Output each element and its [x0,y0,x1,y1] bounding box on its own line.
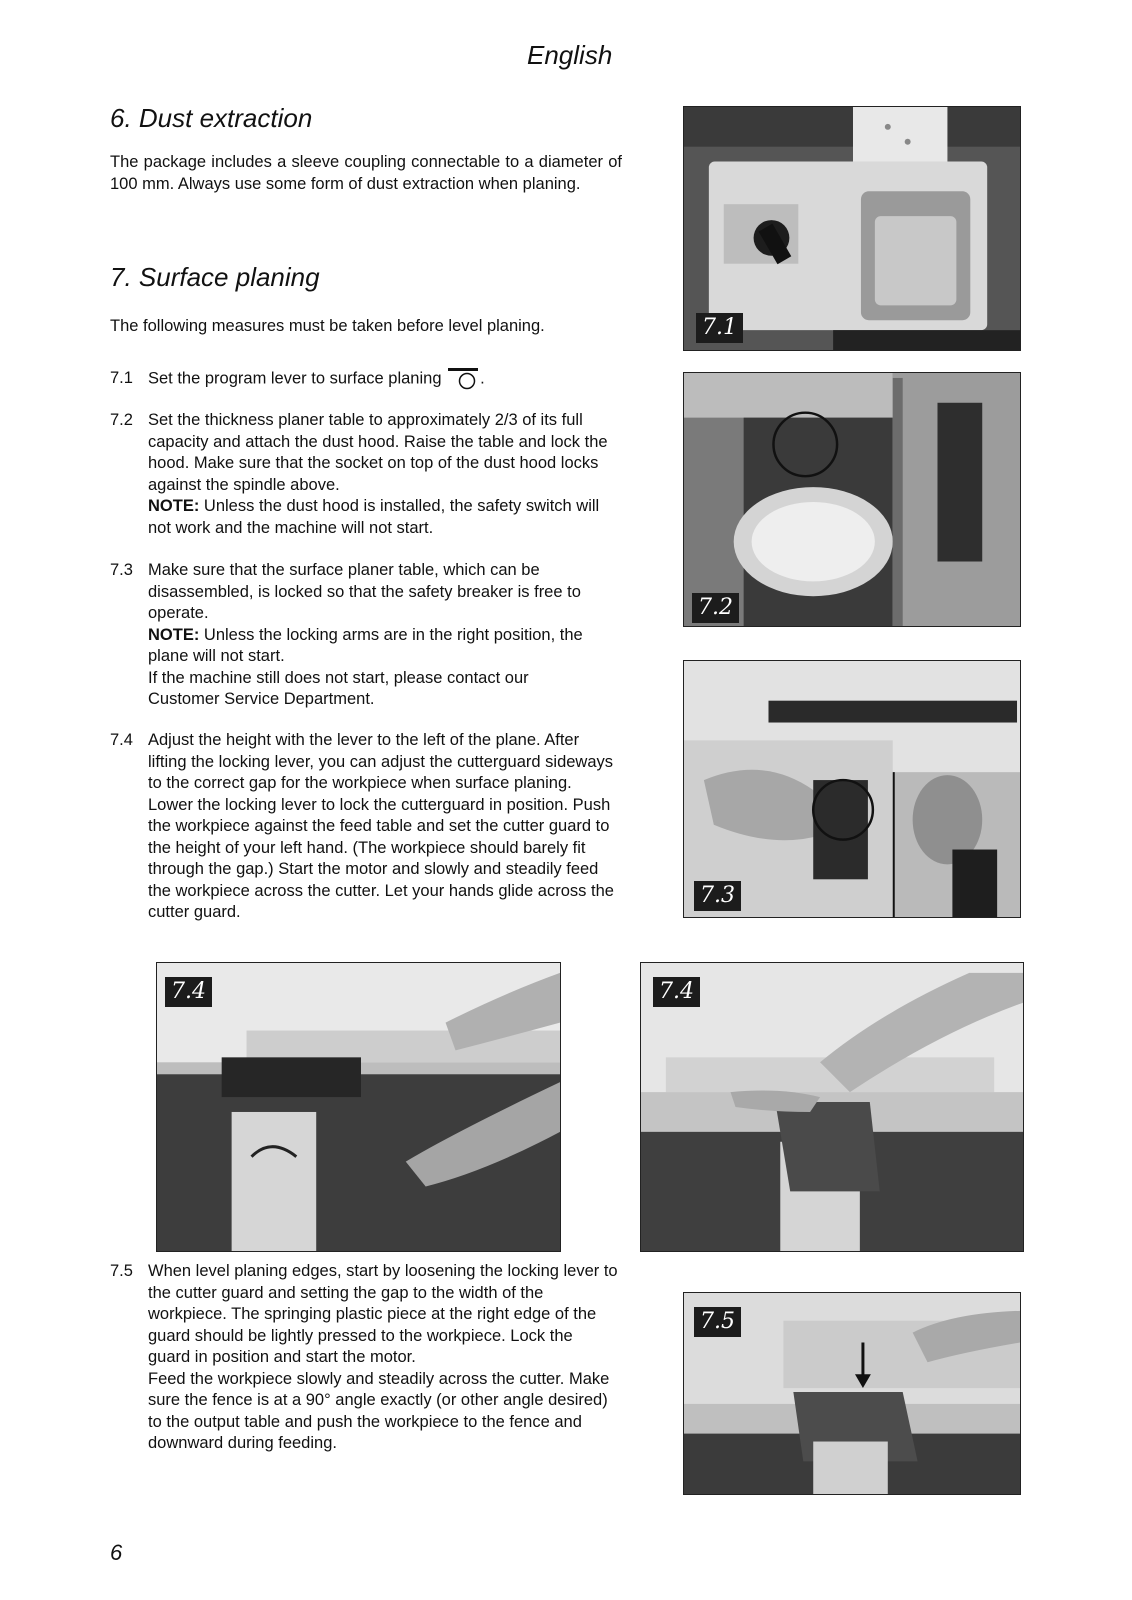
figure-7-4-feed-workpiece-left [156,962,561,1252]
step-7-1 [110,368,625,390]
figure-label: 7.4 [653,977,700,1007]
step-text: Set the thickness planer table to approximately 2/3 of its full capacity and attach the dust hood. Raise the table and lock the hood. Make sure that the socket on top of the dust hood locks against the spindle above. [148,411,608,494]
figure-7-2-dust-hood [683,372,1021,627]
note-text: Unless the locking arms are in the right position, the plane will not start. [148,625,583,665]
note-label: NOTE: [148,497,200,515]
step-text: When level planing edges, start by loosening the locking lever to the cutter guard and setting the gap to the width of the workpiece. The springing plastic piece at the right edge of the guard should be lightly pressed to the workpiece. Lock the guard in position and start the motor. [148,1262,618,1366]
note-text: Unless the dust hood is installed, the safety switch will not work and the machine will not start. [148,497,600,537]
figure-7-5-edge-planing [683,1292,1021,1495]
step-text: Make sure that the surface planer table, which can be disassembled, is locked so that the safety breaker is free to operate. [148,561,581,622]
step-number: 7.5 [110,1262,133,1280]
figure-label: 7.3 [694,881,741,911]
step-text: Adjust the height with the lever to the left of the plane. After lifting the locking lever, you can adjust the cutterguard sideways to the correct gap for the workpiece when surface planing. Lower the locking lever to lock the cutterguard in position. Push the workpiece against the feed table and set the cutter guard to the height of your left hand. (The workpiece should barely fit through the gap.) Start the motor and slowly and steadily feed the workpiece across the cutter. Let your hands glide across the cutter guard. [148,731,614,921]
figure-7-1-switch-box [683,106,1021,351]
figure-label: 7.4 [165,977,212,1007]
section-7-title: 7. Surface planing [110,262,320,292]
page-language-header: English [527,40,613,70]
figure-7-3-locking-arms [683,660,1021,918]
figure-label: 7.2 [692,593,739,623]
step-text: Set the program lever to surface planing [148,369,442,388]
note-label: NOTE: [148,625,200,644]
step-7-3 [110,560,625,711]
step-7-5 [110,1261,625,1455]
figure-label: 7.5 [694,1307,741,1337]
section-7-intro: The following measures must be taken before level planing. [110,317,545,335]
figure-7-4-feed-workpiece-right [640,962,1024,1252]
section-6-text: The package includes a sleeve coupling connectable to a diameter of 100 mm. Always use some form of dust extraction when planing. [110,153,622,193]
step-extra-text: Feed the workpiece slowly and steadily across the cutter. Make sure the fence is at a 90° angle exactly (or other angle desired) to the output table and push the workpiece to the fence and downward during feeding. [148,1369,610,1452]
page-number: 6 [110,1540,123,1565]
step-number: 7.2 [110,411,133,429]
step-number: 7.1 [110,369,133,387]
step-extra-text: If the machine still does not start, please contact our Customer Service Department. [148,668,529,708]
step-number: 7.3 [110,561,133,579]
section-6-title: 6. Dust extraction [110,103,313,133]
figure-label: 7.1 [696,313,743,343]
step-number: 7.4 [110,731,133,749]
step-7-2 [110,410,625,539]
surface-planing-symbol-icon [446,368,480,390]
step-suffix: . [480,369,485,388]
step-7-4 [110,730,625,924]
